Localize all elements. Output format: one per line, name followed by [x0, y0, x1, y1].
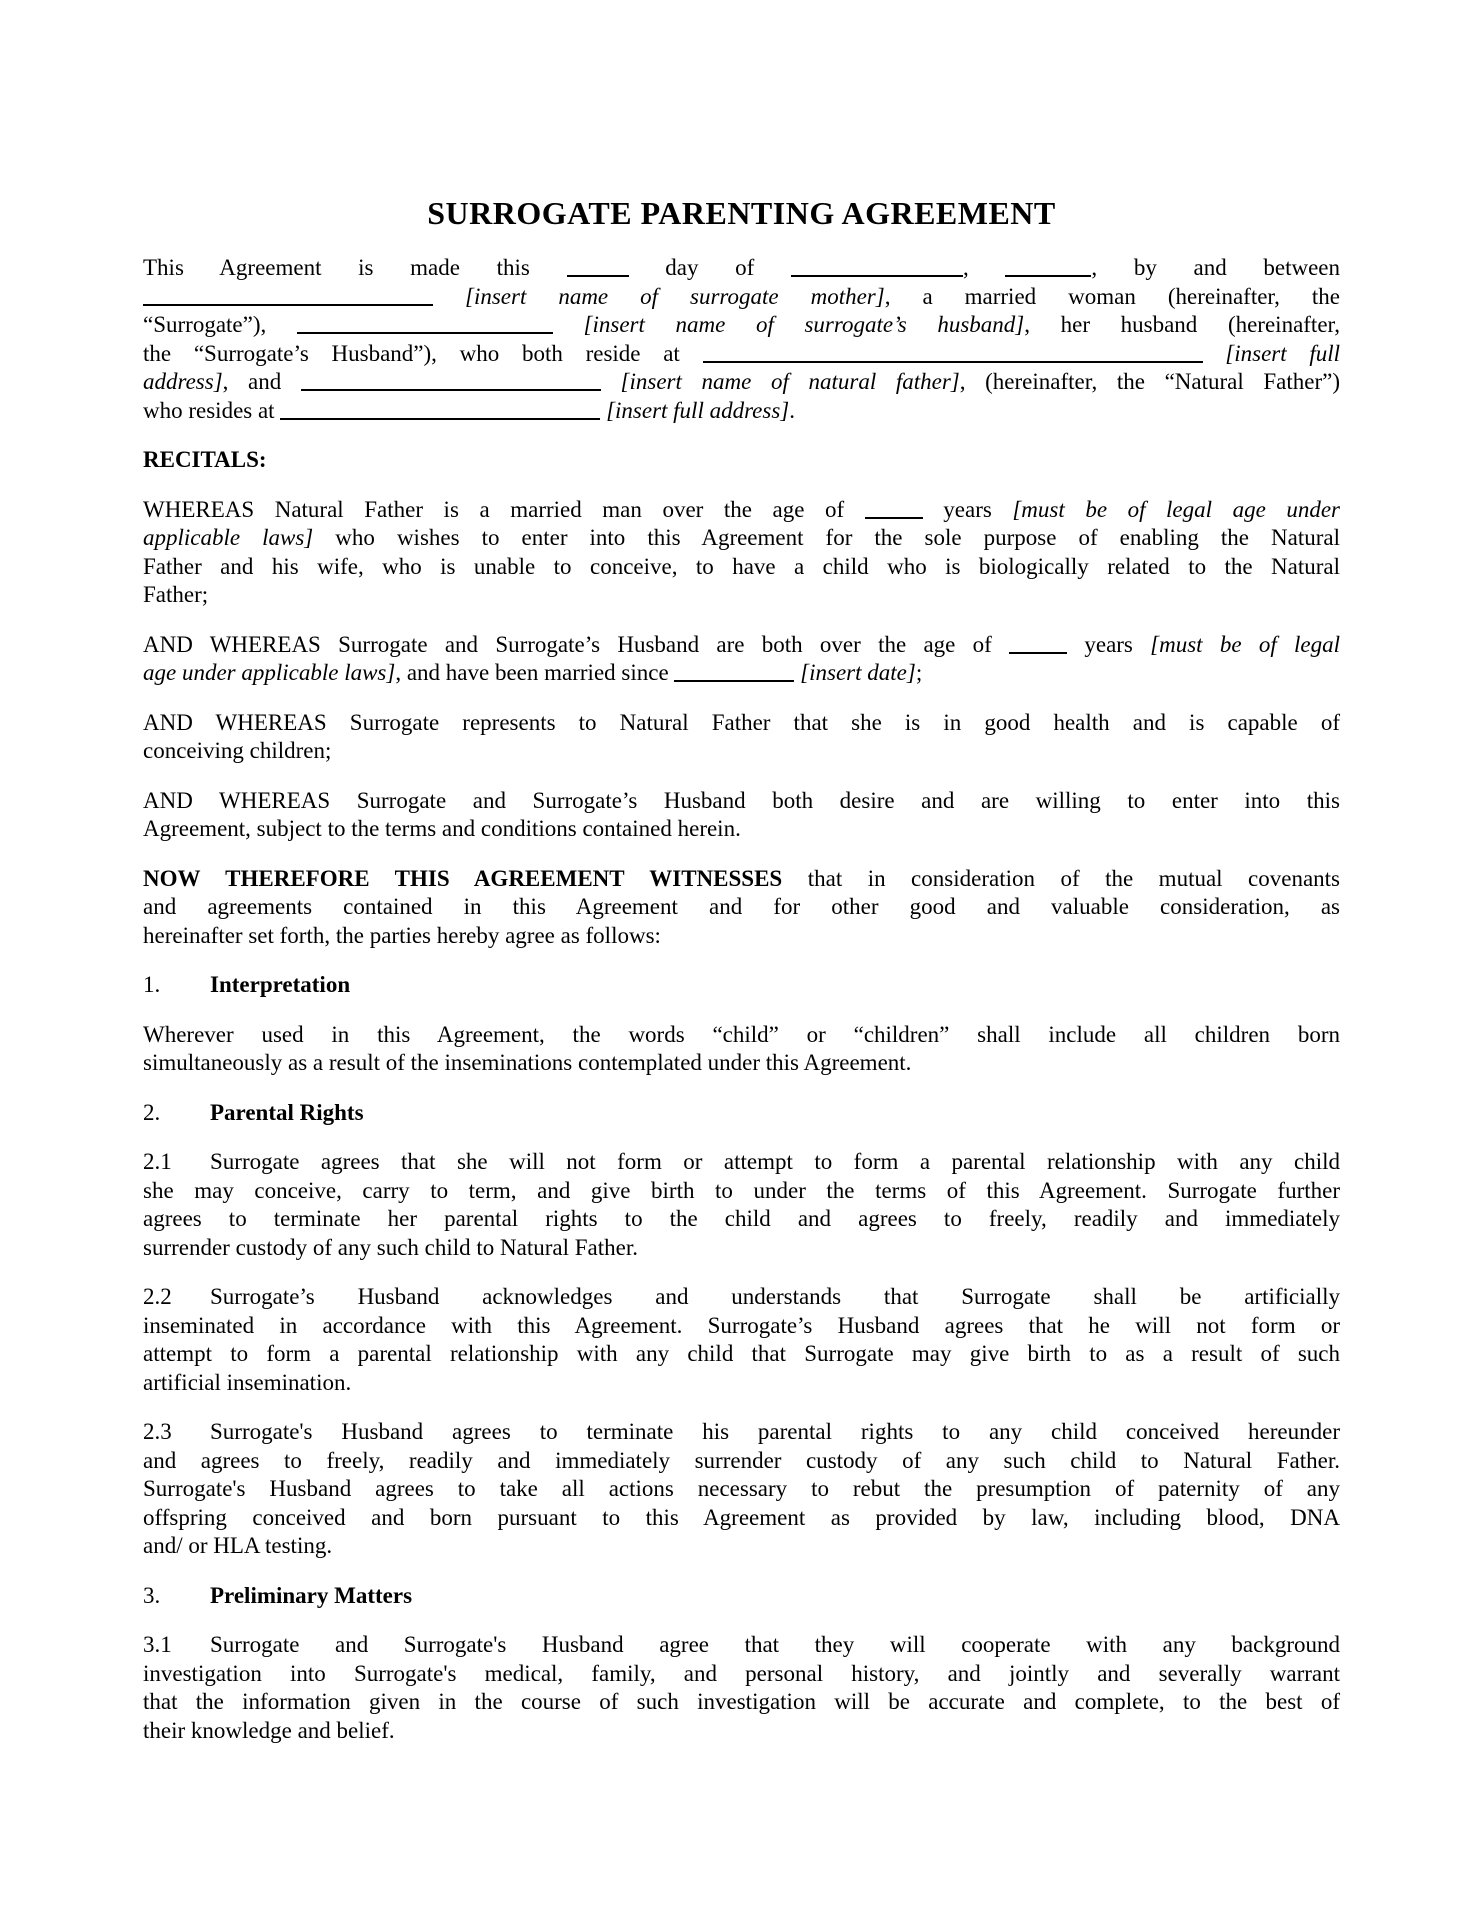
text-line	[143, 1177, 1340, 1206]
section-2-heading	[143, 1099, 1340, 1128]
text-run: , and	[222, 369, 301, 394]
recital-whereas-health	[143, 709, 1340, 766]
text-line	[143, 311, 1340, 340]
insert-instruction: address]	[143, 369, 223, 394]
text-line	[143, 737, 1340, 766]
text-run: day of	[628, 255, 791, 280]
clause-2-3	[143, 1418, 1340, 1561]
text-line	[143, 524, 1340, 553]
text-run: , a married woman (hereinafter, the	[884, 283, 1340, 309]
text-run	[433, 284, 465, 309]
text-line	[143, 1660, 1340, 1689]
text-run: conceiving children;	[143, 738, 332, 763]
clause-2-2	[143, 1283, 1340, 1397]
text-run: and agrees to freely, readily and immediately surrender custody of any such child to Natural Father.	[143, 1447, 1340, 1473]
clause-number: 2.2	[143, 1284, 172, 1309]
text-run: that in consideration of the mutual covenants	[782, 865, 1341, 891]
text-line	[143, 283, 1340, 312]
text-line	[143, 893, 1340, 922]
text-line	[143, 553, 1340, 582]
fill-in-blank	[1009, 642, 1067, 654]
fill-in-blank	[143, 294, 433, 306]
text-run: Wherever used in this Agreement, the words “child” or “children” shall include all children born	[143, 1021, 1340, 1047]
text-run: and agreements contained in this Agreement and for other good and valuable consideration, as	[143, 894, 1340, 919]
text-run: she may conceive, carry to term, and give birth to under the terms of this Agreement. Surrogate further	[143, 1177, 1340, 1203]
text-run: simultaneously as a result of the inseminations contemplated under this Agreement.	[143, 1050, 912, 1075]
fill-in-blank	[301, 379, 601, 391]
text-run: investigation into Surrogate's medical, family, and personal history, and jointly and severally warrant	[143, 1660, 1340, 1686]
text-run: This Agreement is made this	[143, 255, 567, 280]
section-1-heading	[143, 971, 1340, 1000]
fill-in-blank	[703, 351, 1203, 363]
text-line	[143, 659, 1340, 688]
text-run: that the information given in the course of such investigation will be accurate and complete, to the best of	[143, 1689, 1340, 1714]
text-run: NOW THEREFORE THIS AGREEMENT WITNESSES	[143, 865, 783, 891]
text-line	[143, 787, 1340, 816]
text-line	[143, 1582, 1340, 1611]
text-line	[143, 496, 1340, 525]
text-line	[143, 1532, 1340, 1561]
insert-instruction: age under applicable laws]	[143, 660, 396, 685]
clause-2-1	[143, 1148, 1340, 1262]
text-run: AND WHEREAS Surrogate and Surrogate’s Husband are both over the age of	[143, 631, 1010, 657]
text-run: surrender custody of any such child to Natural Father.	[143, 1234, 639, 1260]
text-run: Surrogate’s Husband acknowledges and understands that Surrogate shall be artificially	[210, 1284, 1340, 1309]
now-therefore-clause	[143, 865, 1340, 951]
text-line	[143, 971, 1340, 1000]
fill-in-blank	[791, 265, 963, 277]
document-title: SURROGATE PARENTING AGREEMENT	[427, 195, 1056, 231]
text-line	[143, 631, 1340, 660]
clause-interpretation	[143, 1021, 1340, 1078]
text-run: Surrogate's Husband agrees to terminate his parental rights to any child conceived hereunder	[210, 1419, 1340, 1444]
text-line	[143, 1205, 1340, 1234]
text-line	[143, 1148, 1340, 1177]
text-run: .	[789, 397, 795, 423]
insert-instruction: [insert name of surrogate mother]	[465, 283, 885, 309]
text-line	[143, 1688, 1340, 1717]
clause-number: 2.	[143, 1099, 161, 1125]
insert-instruction: [must be of legal	[1150, 631, 1340, 657]
text-run: , her husband (hereinafter,	[1024, 312, 1341, 337]
fill-in-blank	[674, 670, 794, 682]
text-line	[143, 1717, 1340, 1746]
text-line	[143, 1234, 1340, 1263]
text-run: ,	[962, 255, 1006, 280]
text-run: AND WHEREAS Surrogate represents to Natural Father that she is in good health and is capable of	[143, 709, 1340, 735]
text-line	[143, 368, 1340, 397]
text-line	[143, 1283, 1340, 1312]
text-run	[601, 369, 621, 394]
text-run: WHEREAS Natural Father is a married man over the age of	[143, 496, 865, 522]
text-line	[143, 340, 1340, 369]
clause-number: 3.1	[143, 1632, 172, 1657]
text-run: offspring conceived and born pursuant to this Agreement as provided by law, including blood, DNA	[143, 1504, 1340, 1530]
section-3-heading	[143, 1582, 1340, 1611]
text-run: inseminated in accordance with this Agreement. Surrogate’s Husband agrees that he will not form or	[143, 1312, 1340, 1338]
clause-number: 3.	[143, 1582, 161, 1608]
text-run: the “Surrogate’s Husband”), who both reside at	[143, 340, 703, 366]
text-run: artificial insemination.	[143, 1369, 352, 1395]
recital-whereas-marriage	[143, 631, 1340, 688]
text-line	[143, 581, 1340, 610]
text-run: , by and between	[1091, 255, 1341, 280]
text-line	[143, 1504, 1340, 1533]
text-run: ;	[915, 660, 923, 685]
text-line	[143, 1475, 1340, 1504]
text-line	[143, 1369, 1340, 1398]
text-run: hereinafter set forth, the parties hereby agree as follows:	[143, 922, 661, 948]
insert-instruction: [insert name of natural father]	[620, 369, 960, 394]
text-line	[143, 1631, 1340, 1660]
fill-in-blank	[297, 322, 553, 334]
text-run: Surrogate and Surrogate's Husband agree that they will cooperate with any background	[210, 1632, 1340, 1657]
text-run: Preliminary Matters	[210, 1582, 413, 1608]
text-run: Father;	[143, 582, 209, 607]
clause-number: 2.1	[143, 1149, 172, 1174]
insert-instruction: applicable laws]	[143, 525, 314, 550]
text-line	[143, 1418, 1340, 1447]
text-run: Agreement, subject to the terms and conditions contained herein.	[143, 816, 741, 841]
text-line	[143, 865, 1340, 894]
text-run: who resides at	[143, 397, 281, 423]
recital-whereas-natural-father	[143, 496, 1340, 610]
text-run: their knowledge and belief.	[143, 1717, 395, 1743]
text-run: RECITALS:	[143, 447, 267, 472]
text-run: “Surrogate”),	[143, 312, 297, 337]
text-run: AND WHEREAS Surrogate and Surrogate’s Husband both desire and are willing to enter into this	[143, 787, 1340, 813]
text-run	[553, 312, 584, 337]
recitals-heading	[143, 446, 1340, 475]
text-line	[143, 1099, 1340, 1128]
text-run: agrees to terminate her parental rights to the child and agrees to freely, readily and immediately	[143, 1206, 1340, 1231]
text-run: Father and his wife, who is unable to conceive, to have a child who is biologically related to the Natural	[143, 553, 1340, 579]
fill-in-blank	[865, 507, 923, 519]
text-line	[143, 1049, 1340, 1078]
recital-whereas-willingness	[143, 787, 1340, 844]
text-line	[143, 446, 1340, 475]
clause-number: 1.	[143, 972, 161, 997]
intro-paragraph	[143, 254, 1340, 425]
text-line	[143, 254, 1340, 283]
text-run: who wishes to enter into this Agreement for the sole purpose of enabling the Natural	[313, 525, 1340, 550]
text-line	[143, 397, 1340, 426]
insert-instruction: [insert full	[1225, 340, 1341, 366]
insert-instruction: [must be of legal age under	[1012, 496, 1340, 522]
text-line	[143, 815, 1340, 844]
insert-instruction: [insert date]	[800, 660, 916, 685]
text-run: , and have been married since	[395, 660, 675, 685]
fill-in-blank	[280, 408, 600, 420]
text-line	[143, 709, 1340, 738]
fill-in-blank	[567, 265, 629, 277]
fill-in-blank	[1005, 265, 1091, 277]
text-line	[143, 922, 1340, 951]
insert-instruction: [insert full address]	[606, 397, 790, 423]
text-run: years	[922, 496, 1013, 522]
text-run: Surrogate agrees that she will not form or attempt to form a parental relationship with any child	[210, 1149, 1340, 1174]
text-run: Surrogate's Husband agrees to take all actions necessary to rebut the presumption of paternity of any	[143, 1476, 1340, 1501]
text-run: attempt to form a parental relationship with any child that Surrogate may give birth to as a result of such	[143, 1341, 1340, 1366]
text-run: Interpretation	[210, 972, 351, 997]
text-line	[143, 1447, 1340, 1476]
text-run: Parental Rights	[210, 1099, 364, 1125]
text-run	[1203, 341, 1226, 366]
text-run: and/ or HLA testing.	[143, 1533, 333, 1558]
text-run: , (hereinafter, the “Natural Father”)	[959, 369, 1341, 394]
text-line	[143, 1312, 1340, 1341]
text-line	[143, 1021, 1340, 1050]
text-line	[143, 1340, 1340, 1369]
clause-number: 2.3	[143, 1419, 172, 1444]
insert-instruction: [insert name of surrogate’s husband]	[583, 312, 1025, 337]
clause-3-1	[143, 1631, 1340, 1745]
text-run: years	[1067, 631, 1151, 657]
